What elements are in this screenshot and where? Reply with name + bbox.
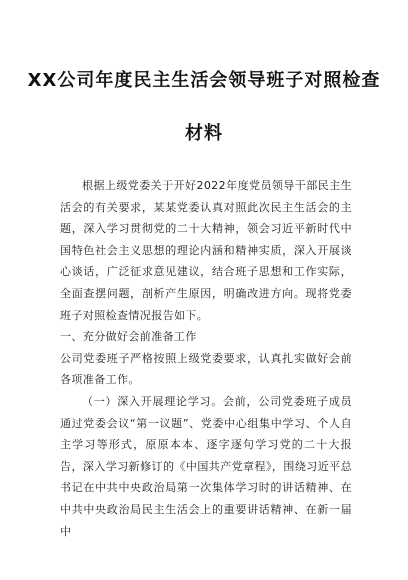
intro-paragraph: 根据上级党委关于开好2022年度党员领导干部民主生活会的有关要求，某某党委认真对照此次民主生活会的主题，深入学习贯彻党的二十大精神，领会习近平新时代中国特色社会主义思想的理论内涵和精神实质，深入开展谈心谈话，广泛征求意见建议，结合班子思想和工作实际，全面查摆问题，剖析产生原因，明确改进方向。现将党委班子对照检查情况报告如下。 <box>60 179 352 322</box>
document-title-line-1: XX公司年度民主生活会领导班子对照检查 <box>27 70 381 91</box>
subsection-1-paragraph: （一）深入开展理论学习。会前，公司党委班子成员通过党委会议“第一议题”、党委中心组集中学习、个人自主学习等形式，原原本本、逐字逐句学习党的二十大报告，深入学习新修订的《中国共产党章程》，围绕习近平总书记在中共中央政治局第一次集体学习时的讲话精神、在中共中央政治局民主生活会上的重要讲话精神、在新一届中 <box>60 394 352 538</box>
section-heading-1: 一、充分做好会前准备工作 <box>60 330 197 344</box>
document-body <box>60 175 352 542</box>
document-title-line-2: 材料 <box>185 123 223 144</box>
section-1-paragraph: 公司党委班子严格按照上级党委要求，认真扎实做好会前各项准备工作。 <box>60 351 352 387</box>
